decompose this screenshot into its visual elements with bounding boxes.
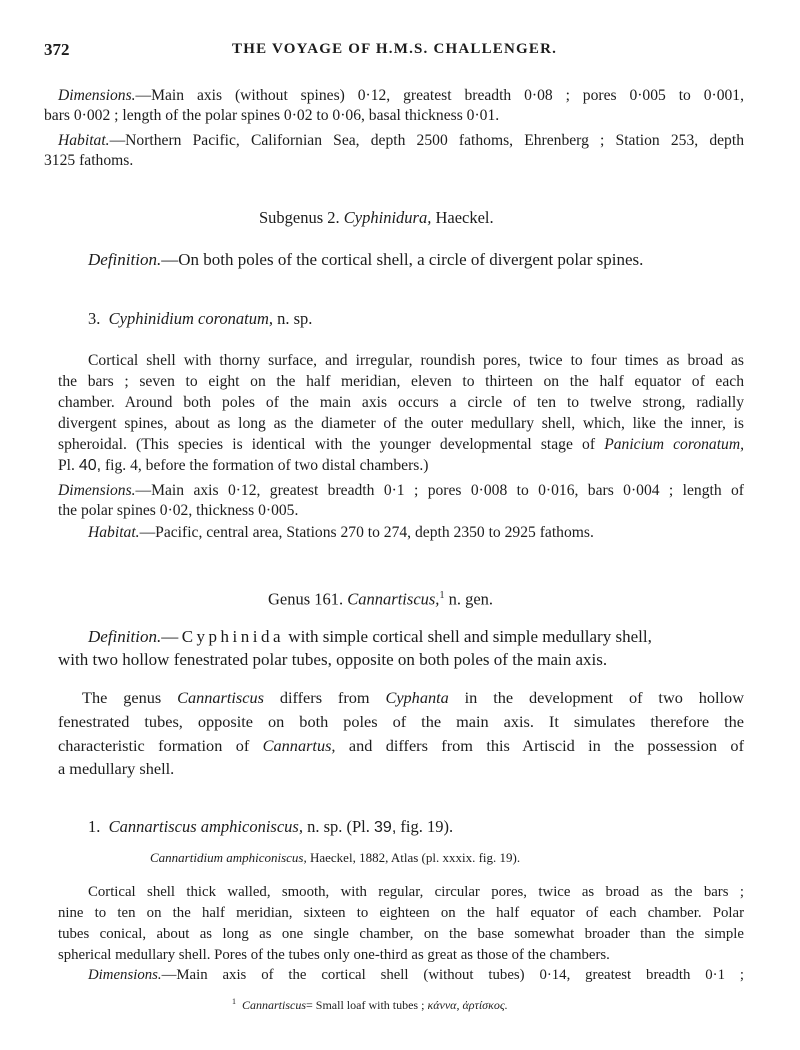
species-1-desc-line-4: spherical medullary shell. Pores of the tubes only one-third as great as those of the chambers. (58, 947, 610, 963)
genus-suffix: n. gen. (448, 589, 494, 609)
dimensions-label: Dimensions. (58, 87, 136, 104)
spaced-term: —Cyphinida (161, 627, 285, 646)
synonym-name: Cannartidium amphiconiscus, (150, 850, 307, 865)
definition-text: with simple cortical shell and simple medullary shell, (288, 627, 652, 646)
species-suffix: fig. 19). (400, 817, 454, 836)
subgenus-author: Haeckel. (435, 208, 494, 227)
species-3-heading (88, 309, 312, 329)
note-text: in the development of two hollow (464, 688, 744, 707)
species-suffix: n. sp. (Pl. (307, 817, 370, 836)
plate-prefix: Pl. (58, 457, 75, 474)
definition-label: Definition. (88, 250, 162, 269)
footnote (232, 992, 508, 1015)
habitat-text: —Pacific, central area, Stations 270 to 274, depth 2350 to 2925 fathoms. (139, 524, 594, 541)
definition-text: —On both poles of the cortical shell, a circle of divergent polar spines. (161, 250, 644, 269)
taxon-name: Cannartus, (262, 736, 336, 755)
habitat-label: Habitat. (58, 132, 110, 149)
habitat-line-1 (58, 131, 744, 151)
species-name: Cannartiscus amphiconiscus, (108, 817, 303, 836)
note-text: and differs from this Artiscid in the possession of (348, 736, 744, 755)
genus-note-line-2: fenestrated tubes, opposite on both poles of the main axis. It simulates therefore the (58, 712, 744, 731)
species-suffix: n. sp. (277, 309, 313, 328)
genus-note-line-1 (82, 688, 744, 708)
taxon-name: Cyphanta (385, 688, 449, 707)
footnote-term: Cannartiscus (242, 998, 307, 1012)
species-1-desc-line-3: tubes conical, about as long as one single chamber, on the base somewhat broader than the simple (58, 926, 744, 942)
species-1-desc-line-2: nine to ten on the half meridian, sixteen to eighteen on the half equator of each chamber. Polar (58, 905, 744, 921)
genus-note-line-3 (58, 736, 744, 756)
species-name: Cyphinidium coronatum, (108, 309, 274, 328)
species-3-desc-line-3: chamber. Around both poles of the main axis occurs a circle of ten to twelve strong, radially (58, 394, 744, 411)
desc-text: spheroidal. (This species is identical with the younger developmental stage of (58, 436, 596, 453)
subgenus-definition (88, 250, 643, 270)
dimensions-text: —Main axis 0·12, greatest breadth 0·1 ; pores 0·008 to 0·016, bars 0·004 ; length of (135, 482, 744, 499)
genus-note-line-4: a medullary shell. (58, 759, 175, 778)
footnote-marker: 1 (439, 590, 445, 601)
genus-name: Cannartiscus, (347, 589, 440, 609)
dimensions-text: —Main axis (without spines) 0·12, greatest breadth 0·08 ; pores 0·005 to 0·001, (135, 87, 744, 104)
plate-number: 40, (78, 457, 102, 474)
plate-number: 39, (374, 819, 397, 836)
footnote-number: 1 (232, 997, 236, 1006)
taxon-name: Panicium coronatum, (604, 436, 744, 453)
dimensions-line-1 (58, 86, 744, 106)
dimensions-label: Dimensions. (58, 482, 136, 499)
species-1-desc-line-1: Cortical shell thick walled, smooth, with regular, circular pores, twice as broad as the bars ; (88, 884, 744, 900)
dimensions-text: —Main axis of the cortical shell (without tubes) 0·14, greatest breadth 0·1 ; (161, 967, 744, 983)
species-3-desc-line-6 (58, 456, 428, 476)
species-3-desc-line-1: Cortical shell with thorny surface, and irregular, roundish pores, twice to four times as broad as (88, 352, 744, 369)
dimensions-label: Dimensions. (88, 967, 162, 983)
species-3-desc-line-2: the bars ; seven to eight on the half meridian, eleven to thirteen on the half equator of each (58, 373, 744, 390)
note-text: characteristic formation of (58, 736, 250, 755)
definition-label: Definition. (88, 627, 162, 646)
species-3-habitat (88, 523, 594, 543)
subgenus-prefix: Subgenus 2. (259, 208, 340, 227)
species-3-dimensions-line-2: the polar spines 0·02, thickness 0·005. (58, 502, 299, 519)
habitat-label: Habitat. (88, 524, 140, 541)
dimensions-line-2: bars 0·002 ; length of the polar spines 0·02 to 0·06, basal thickness 0·01. (44, 107, 500, 124)
subgenus-name: Cyphinidura, (343, 208, 432, 227)
running-title: THE VOYAGE OF H.M.S. CHALLENGER. (232, 41, 558, 57)
species-3-dimensions-line-1 (58, 481, 744, 501)
genus-heading (268, 586, 493, 610)
synonym-text: Haeckel, 1882, Atlas (pl. xxxix. fig. 19). (309, 850, 521, 865)
species-1-heading (88, 817, 453, 838)
habitat-text: —Northern Pacific, Californian Sea, depth 2500 fathoms, Ehrenberg ; Station 253, depth (109, 132, 744, 149)
species-1-dimensions (88, 965, 744, 985)
synonym-line (150, 848, 520, 868)
genus-definition-line-1 (88, 627, 652, 647)
footnote-text: = Small loaf with tubes ; (306, 998, 425, 1012)
desc-text: fig. 4, before the formation of two distal chambers.) (104, 457, 429, 474)
species-3-desc-line-4: divergent spines, about as long as the diameter of the outer medullary shell, which, like the inner, is (58, 415, 744, 432)
genus-prefix: Genus 161. (268, 589, 344, 609)
note-text: The genus (82, 688, 162, 707)
taxon-name: Cannartiscus (177, 688, 264, 707)
subgenus-heading (259, 208, 494, 228)
species-number: 3. (88, 309, 101, 328)
genus-definition-line-2: with two hollow fenestrated polar tubes, opposite on both poles of the main axis. (58, 650, 608, 669)
habitat-line-2: 3125 fathoms. (44, 152, 134, 169)
footnote-greek: κάννα, ἀρτίσκος. (427, 998, 508, 1012)
species-number: 1. (88, 817, 101, 836)
note-text: differs from (279, 688, 370, 707)
species-3-desc-line-5 (58, 435, 744, 455)
page-number: 372 (44, 40, 70, 59)
